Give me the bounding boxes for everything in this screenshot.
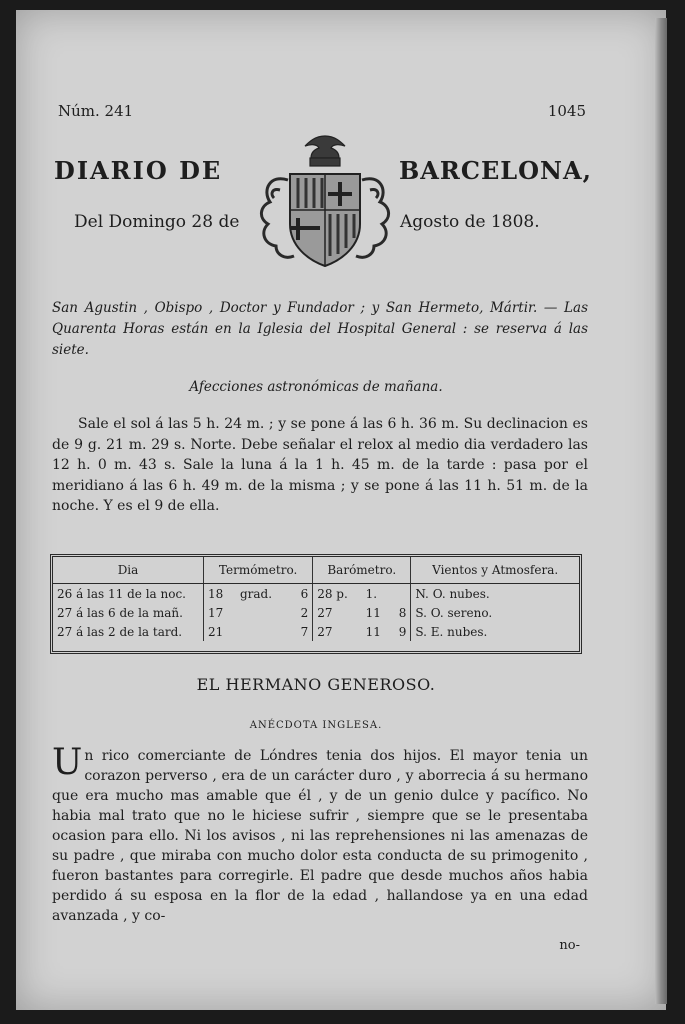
- page-content: [16, 10, 666, 1010]
- cell-temp-frac: 7: [291, 622, 313, 641]
- story-title: EL HERMANO GENEROSO.: [196, 675, 436, 694]
- cell-temp-deg: 17: [208, 605, 224, 620]
- weather-table-header: [53, 557, 579, 584]
- table-row: [53, 622, 579, 641]
- date-left: Del Domingo 28 de: [74, 212, 240, 232]
- cell-vientos: S. O. sereno.: [415, 605, 493, 620]
- col-dia: Dia: [53, 557, 204, 584]
- page-edge: [655, 18, 667, 1004]
- weather-table-frame: [50, 554, 582, 654]
- drop-cap: U: [52, 742, 83, 783]
- cell-temp-deg: 18: [208, 586, 224, 601]
- cell-dia: 27 á las 2 de la tard.: [53, 622, 204, 641]
- cell-temp-unit: [236, 603, 291, 622]
- catchword: no-: [559, 938, 580, 953]
- cell-temp-frac: 2: [291, 603, 313, 622]
- col-termometro: Termómetro.: [204, 557, 313, 584]
- col-vientos: Vientos y Atmosfera.: [411, 557, 579, 584]
- story-body: [52, 742, 588, 926]
- page-number: 1045: [547, 102, 586, 120]
- masthead-title-left: DIARIO DE: [54, 156, 223, 185]
- cell-baro-p: 28 p.: [317, 586, 348, 601]
- cell-vientos: N. O. nubes.: [415, 586, 490, 601]
- table-row: [53, 603, 579, 622]
- cell-dia: 27 á las 6 de la mañ.: [53, 603, 204, 622]
- saints-of-the-day: San Agustin , Obispo , Doctor y Fundador ; y San Hermeto, Mártir. — Las Quarenta Horas están en la Iglesia del Hospital General : se reserva á las siete.: [52, 300, 588, 358]
- cell-temp-unit: grad.: [239, 586, 273, 601]
- table-row: [53, 584, 579, 604]
- cell-baro-p: 27: [317, 624, 333, 639]
- astronomy-text: Sale el sol á las 5 h. 24 m. ; y se pone á las 6 h. 36 m. Su declinacion es de 9 g. 21 m. 29 s. Norte. Debe señalar el relox al medio dia verdadero las 12 h. 0 m. 43 s. Sale la luna á la 1 h. 45 m. de la tarde : pasa por el meridiano á las 6 h. 49 m. de la misma ; y se pone á las 11 h. 51 m. de la noche. Y es el 9 de ella.: [52, 416, 588, 514]
- cell-dia: 26 á las 11 de la noc.: [53, 584, 204, 604]
- masthead-title-right: BARCELONA,: [399, 156, 592, 185]
- cell-baro-pt: 9: [391, 622, 411, 641]
- cell-temp-unit: [236, 622, 291, 641]
- story-text: n rico comerciante de Lóndres tenia dos hijos. El mayor tenia un corazon perverso , era de un carácter duro , y aborrecia á su hermano que era mucho mas amable que él , y de un genio dulce y pacífico. No habia mal trato que no le hiciese sufrir , siempre que se le presentaba ocasion para ello. Ni los avisos , ni las reprehensiones ni las amenazas de su padre , que miraba con mucho dolor esta conducta de su primogenito , fueron bastantes para corregirle. El padre que desde muchos años habia perdido á su esposa en la flor de la edad , hallandose ya en una edad avanzada , y co-: [52, 748, 588, 924]
- issue-number: Núm. 241: [58, 102, 134, 120]
- cell-baro-l: 11: [365, 605, 381, 620]
- astronomy-heading: Afecciones astronómicas de mañana.: [189, 379, 443, 395]
- cell-temp-deg: 21: [208, 624, 224, 639]
- cell-temp-frac: 6: [291, 584, 313, 604]
- cell-baro-l: 11: [365, 624, 381, 639]
- cell-baro-pt: [391, 584, 411, 604]
- cell-baro-pt: 8: [391, 603, 411, 622]
- col-barometro: Barómetro.: [313, 557, 411, 584]
- weather-table: [53, 557, 579, 641]
- date-right: Agosto de 1808.: [400, 212, 540, 232]
- cell-vientos: S. E. nubes.: [415, 624, 488, 639]
- newspaper-page: [16, 10, 666, 1010]
- coat-of-arms-icon: [250, 130, 400, 280]
- cell-baro-p: 27: [317, 605, 333, 620]
- story-subtitle: ANÉCDOTA INGLESA.: [249, 720, 383, 731]
- cell-baro-l: 1.: [365, 586, 378, 601]
